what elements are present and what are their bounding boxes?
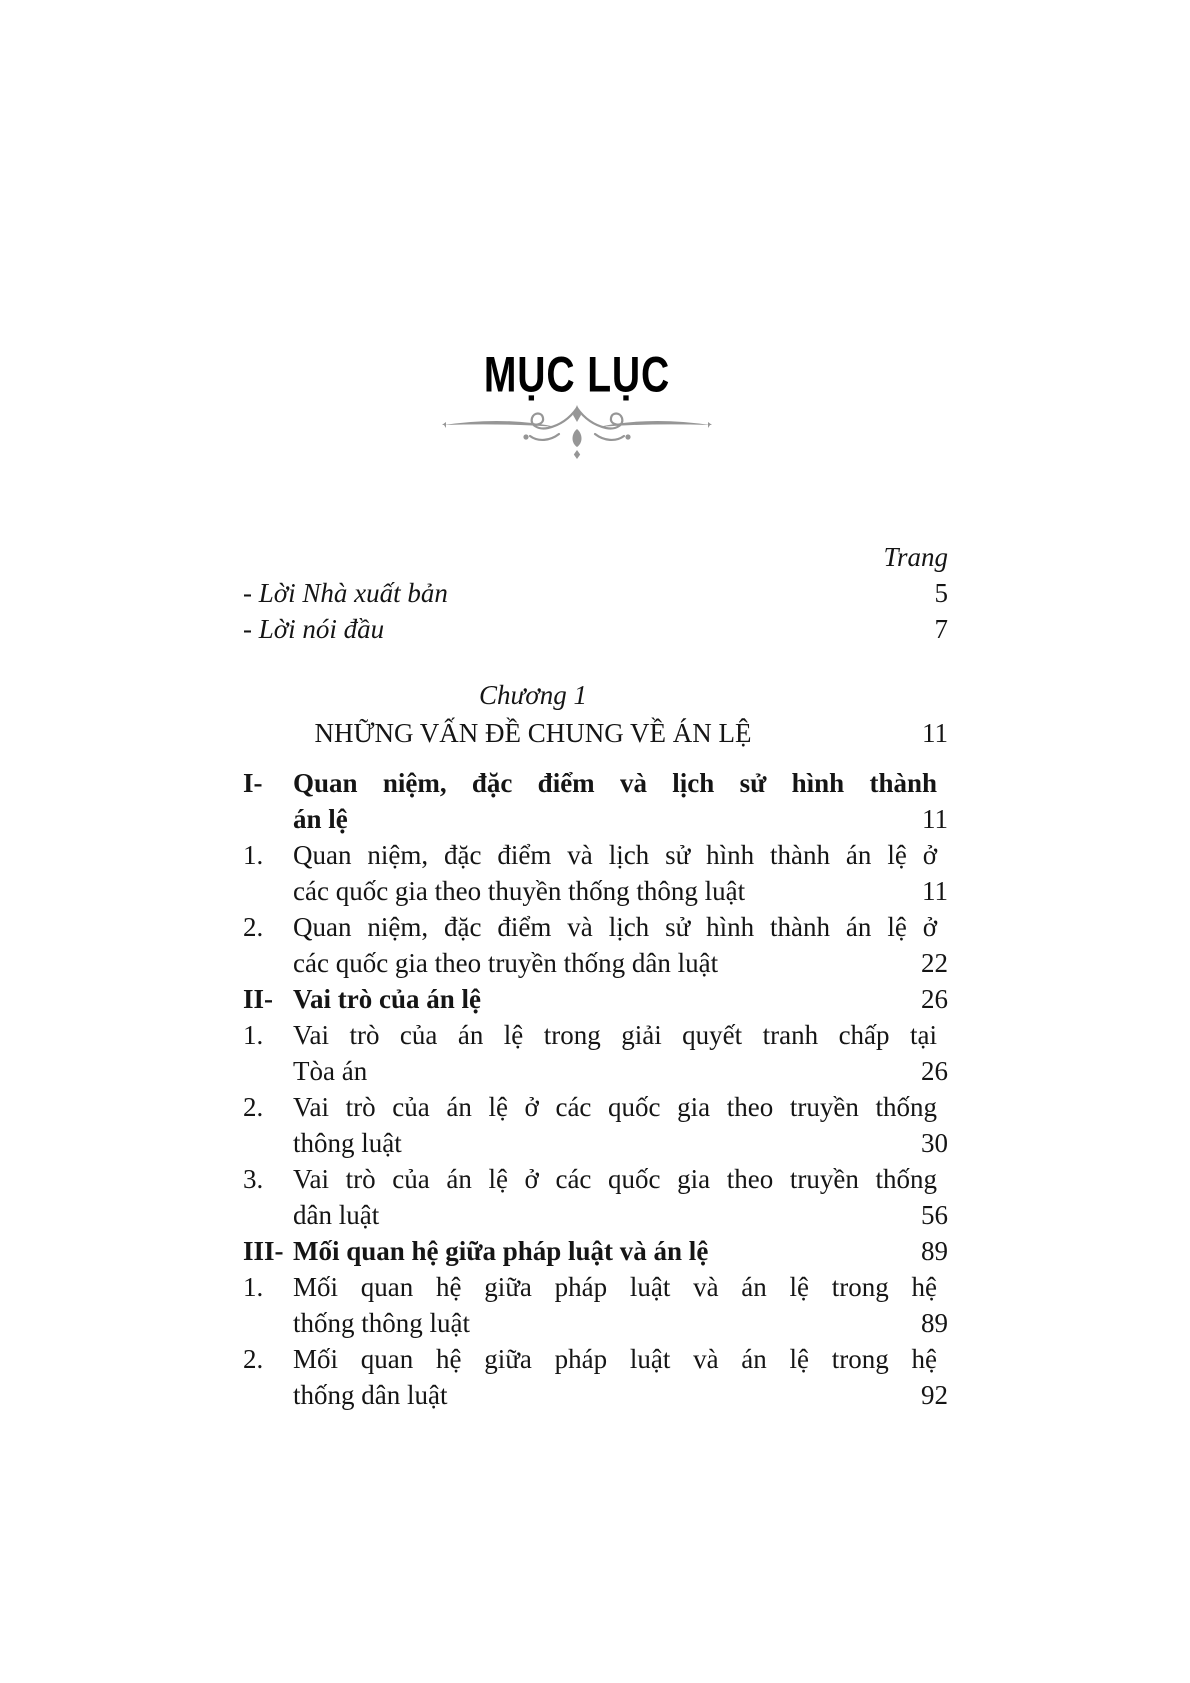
toc-entry-label: III- xyxy=(243,1236,284,1266)
toc-entry-lines xyxy=(243,677,823,713)
page-number: 11 xyxy=(922,804,948,834)
toc-entry xyxy=(243,837,948,909)
toc-entry-text: Vai trò của án lệ ở các quốc gia theo truyền thống xyxy=(293,1164,937,1194)
toc-entry-label: 2. xyxy=(243,1092,264,1122)
toc-entry xyxy=(243,1017,948,1089)
toc-entry-lines xyxy=(293,1269,937,1341)
toc-entry-lines xyxy=(293,1089,937,1161)
toc-entry-label: 1. xyxy=(243,1272,264,1302)
toc-entry-text: Vai trò của án lệ xyxy=(293,984,481,1014)
page-column-header: Trang xyxy=(883,542,948,572)
toc-entry-lines xyxy=(293,765,937,837)
page-title: MỤC LỤC xyxy=(483,346,671,403)
page-number: 30 xyxy=(921,1128,948,1158)
toc-entry-label: 1. xyxy=(243,1020,264,1050)
toc-list xyxy=(243,539,948,1413)
toc-entry-lines xyxy=(293,1233,937,1269)
toc-entry-lines xyxy=(243,575,887,611)
toc-entry-text: thông luật xyxy=(293,1128,402,1158)
toc-entry-text: Quan niệm, đặc điểm và lịch sử hình thành án lệ ở xyxy=(293,840,937,870)
toc-entry-text: Mối quan hệ giữa pháp luật và án lệ xyxy=(293,1236,709,1266)
toc-entry xyxy=(243,677,948,713)
toc-entry-label: 2. xyxy=(243,912,264,942)
page-number: 7 xyxy=(934,614,948,644)
toc-entry-lines xyxy=(293,981,937,1017)
toc-entry-text: Tòa án xyxy=(293,1056,368,1086)
toc-entry-text: thống dân luật xyxy=(293,1380,448,1410)
toc-entry-text: Vai trò của án lệ trong giải quyết tranh chấp tại xyxy=(293,1020,937,1050)
toc-entry-text: Quan niệm, đặc điểm và lịch sử hình thành án lệ ở xyxy=(293,912,937,942)
page-number: 22 xyxy=(921,948,948,978)
toc-entry-lines xyxy=(293,1341,937,1413)
toc-entry-lines xyxy=(293,837,937,909)
page-number: 89 xyxy=(921,1236,948,1266)
toc-entry-text: Mối quan hệ giữa pháp luật và án lệ trong hệ xyxy=(293,1344,937,1374)
toc-entry xyxy=(243,575,948,611)
toc-entry xyxy=(243,715,948,751)
toc-entry-text: Vai trò của án lệ ở các quốc gia theo truyền thống xyxy=(293,1092,937,1122)
toc-entry xyxy=(243,1341,948,1413)
toc-entry xyxy=(243,909,948,981)
toc-entry-text: Mối quan hệ giữa pháp luật và án lệ trong hệ xyxy=(293,1272,937,1302)
page-number: 56 xyxy=(921,1200,948,1230)
toc-entry-label: II- xyxy=(243,984,274,1014)
toc-entry xyxy=(243,611,948,647)
toc-entry-lines xyxy=(243,611,887,647)
toc-entry-lines xyxy=(243,715,823,751)
page-number: 26 xyxy=(921,1056,948,1086)
toc-entry-text: các quốc gia theo truyền thống dân luật xyxy=(293,948,719,978)
toc-entry-text: thống thông luật xyxy=(293,1308,470,1338)
toc-entry-text: Quan niệm, đặc điểm và lịch sử hình thành xyxy=(293,768,937,798)
page-number: 92 xyxy=(921,1380,948,1410)
toc-entry xyxy=(243,1089,948,1161)
toc-entry-text: - Lời Nhà xuất bản xyxy=(243,578,448,608)
toc-entry-label: 3. xyxy=(243,1164,264,1194)
page-number: 11 xyxy=(922,718,948,748)
floral-divider-icon xyxy=(243,400,911,467)
toc-entry-text: NHỮNG VẤN ĐỀ CHUNG VỀ ÁN LỆ xyxy=(314,718,752,748)
toc-entry-lines xyxy=(293,1017,937,1089)
toc-entry-text: - Lời nói đầu xyxy=(243,614,385,644)
toc-entry-label: 1. xyxy=(243,840,264,870)
page-number: 26 xyxy=(921,984,948,1014)
toc-entry-text: dân luật xyxy=(293,1200,380,1230)
toc-entry-text: các quốc gia theo thuyền thống thông luật xyxy=(293,876,746,906)
toc-entry-label: I- xyxy=(243,768,263,798)
toc-entry-label: 2. xyxy=(243,1344,264,1374)
toc-entry-lines xyxy=(293,909,937,981)
toc-entry-text: án lệ xyxy=(293,804,348,834)
page-number: 89 xyxy=(921,1308,948,1338)
page-number: 11 xyxy=(922,876,948,906)
toc-entry xyxy=(243,1233,948,1269)
page-number: 5 xyxy=(934,578,948,608)
toc-entry xyxy=(243,981,948,1017)
toc-entry xyxy=(243,765,948,837)
toc-entry-text: Chương 1 xyxy=(479,680,587,710)
toc-entry-lines xyxy=(293,1161,937,1233)
toc-entry xyxy=(243,1161,948,1233)
toc-entry xyxy=(243,1269,948,1341)
